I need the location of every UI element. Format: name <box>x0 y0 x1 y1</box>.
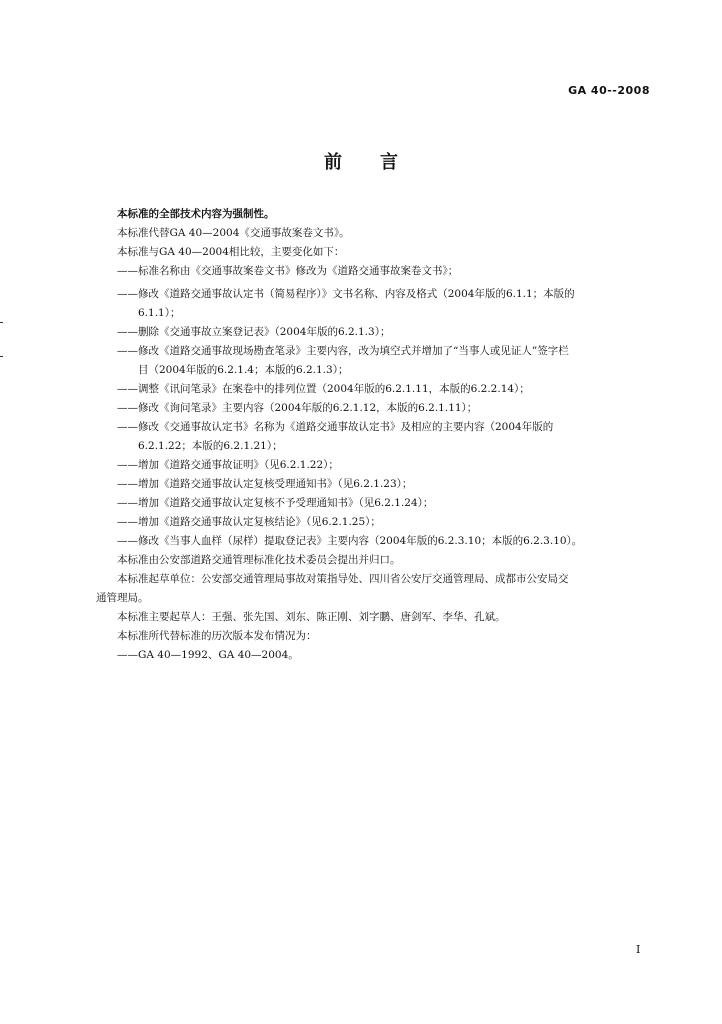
text-line: 本标准代替GA 40—2004《交通事故案卷文书》。 <box>117 227 350 239</box>
text-line: 通管理局。 <box>96 592 149 604</box>
text-line: ——修改《道路交通事故认定书（简易程序）》文书名称、内容及格式（2004年版的6.1.1；本版的 <box>117 288 575 300</box>
text-line: ——GA 40—1992、GA 40—2004。 <box>117 649 299 661</box>
text-line: 本标准由公安部道路交通管理标准化技术委员会提出并归口。 <box>117 554 401 566</box>
text-line: ——修改《交通事故认定书》名称为《道路交通事故认定书》及相应的主要内容（2004年版的 <box>117 421 554 433</box>
text-line: ——修改《询问笔录》主要内容（2004年版的6.2.1.12，本版的6.2.1.11）； <box>117 402 478 414</box>
text-line: 6.1.1）； <box>138 307 181 319</box>
text-line: ——标准名称由《交通事故案卷文书》修改为《道路交通事故案卷文书》； <box>117 265 459 277</box>
text-line: ——增加《道路交通事故证明》（见6.2.1.22）； <box>117 459 339 471</box>
text-line: ——调整《讯问笔录》在案卷中的排列位置（2004年版的6.2.1.11，本版的6.2.2.14）； <box>117 383 530 395</box>
page-title: 前言 <box>324 152 436 173</box>
margin-mark <box>0 322 3 323</box>
text-line: ——删除《交通事故立案登记表》（2004年版的6.2.1.3）； <box>117 326 391 338</box>
text-line: 本标准所代替标准的历次版本发布情况为： <box>117 630 317 642</box>
text-line: ——增加《道路交通事故认定复核受理通知书》（见6.2.1.23）； <box>117 478 413 490</box>
text-line: 本标准主要起草人：王强、张先国、刘东、陈正刚、刘字鹏、唐剑军、李华、孔斌。 <box>117 611 506 623</box>
text-line: 目（2004年版的6.2.1.4；本版的6.2.1.3）； <box>138 364 349 376</box>
text-line: ——增加《道路交通事故认定复核结论》（见6.2.1.25）； <box>117 516 381 528</box>
text-line: 本标准与GA 40—2004相比较，主要变化如下： <box>117 246 345 258</box>
text-line: 本标准的全部技术内容为强制性。 <box>117 208 275 220</box>
margin-mark <box>0 356 3 357</box>
document-code: GA 40--2008 <box>568 84 650 97</box>
text-line: ——修改《当事人血样（尿样）提取登记表》主要内容（2004年版的6.2.3.10；本版的6.2.3.10）。 <box>117 535 583 547</box>
page-number: I <box>636 943 641 956</box>
text-line: 6.2.1.22；本版的6.2.1.21）； <box>138 440 283 452</box>
text-line: ——修改《道路交通事故现场勘查笔录》主要内容，改为填空式并增加了“当事人或见证人”签字栏 <box>117 345 569 357</box>
text-line: ——增加《道路交通事故认定复核不予受理通知书》（见6.2.1.24）； <box>117 497 434 509</box>
text-line: 本标准起草单位：公安部交通管理局事故对策指导处、四川省公安厅交通管理局、成都市公安局交 <box>117 573 569 585</box>
